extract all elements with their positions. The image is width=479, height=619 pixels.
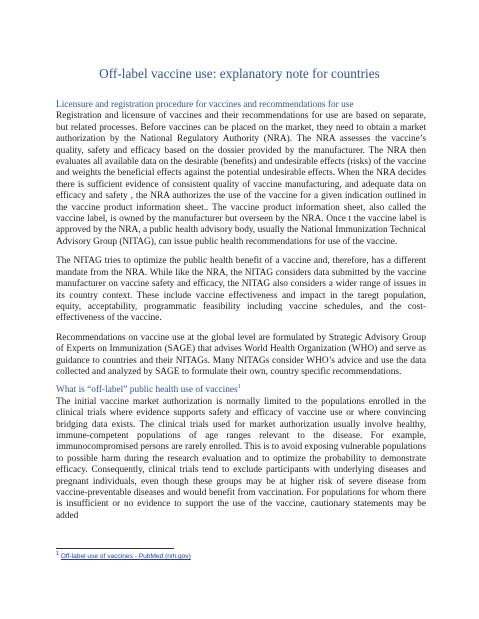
paragraph-nitag: The NITAG tries to optimize the public health benefit of a vaccine and, therefore, has a different mandate from the NRA. While like the NRA, the NITAG considers data submitted by the vaccine manufacturer on vaccine safety and efficacy, the NITAG also considers a wider range of issues in its country context. These include vaccine effectiveness and impact in the taregt population, equity, acceptability, programmatic feasibility including vaccine schedules, and the cost-effectiveness of the vaccine. [56,256,426,324]
footnote-number: 1 [56,550,59,557]
footnote-divider [56,548,174,549]
footnote [56,550,191,560]
footnote-link[interactable]: Off-label use of vaccines - PubMed (nih.gov) [60,553,191,560]
section-heading-off-label-text: What is “off-label” public health use of vaccines [56,385,238,396]
document-body [56,100,426,522]
paragraph-licensure: Registration and licensure of vaccines and their recommendations for use are based on separate, but related processes. Before vaccines can be placed on the market, they need to obtain a market authorization by the National Regulatory Authority (NRA). The NRA assesses the vaccine’s quality, safety and efficacy based on the dossier provided by the manufacturer. The NRA then evaluates all available data on the desirable (benefits) and undesirable effects (risks) of the vaccine and weights the beneficial effects against the potential undesirable effects. When the NRA decides there is sufficient evidence of consistent quality of vaccine manufacturing, and adequate data on efficacy and safety , the NRA authorizes the use of the vaccine for a given indication outlined in the vaccine product information sheet.. The vaccine product information sheet, also called the vaccine label, is owned by the manufacturer but overseen by the NRA. Once t the vaccine label is approved by the NRA, a public health advisory body, usually the National Immunization Technical Advisory Group (NITAG), can issue public health recommendations for use of the vaccine. [56,111,426,247]
section-heading-off-label [56,385,426,396]
paragraph-off-label: The initial vaccine market authorization is normally limited to the populations enrolled in the clinical trials where evidence supports safety and efficacy of vaccine use or where convincing bridging data exists. The clinical trials used for market authorization usually involve healthy, immune-competent populations of age ranges relevant to the disease. For example, immunocompromised persons are rarely enrolled. This is to avoid exposing vulnerable populations to possible harm during the research evaluation and to optimize the probability to demonstrate efficacy. Consequently, clinical trials tend to exclude participants with underlying diseases and pregnant individuals, even though these groups may be at higher risk of severe disease from vaccine-preventable diseases and would benefit from vaccination. For populations for whom there is insufficient or no evidence to support the use of the vaccine, cautionary statements may be added [56,396,426,521]
footnote-reference[interactable]: 1 [237,384,241,391]
paragraph-sage: Recommendations on vaccine use at the global level are formulated by Strategic Advisory Group of Experts on Immunization (SAGE) that advises World Health Organization (WHO) and serve as guidance to countries and their NITAGs. Many NITAGs consider WHO’s advice and use the data collected and analyzed by SAGE to formulate their own, country specific recommendations. [56,332,426,377]
page-title: Off-label vaccine use: explanatory note for countries [99,66,380,81]
section-heading-licensure: Licensure and registration procedure for vaccines and recommendations for use [56,100,354,110]
